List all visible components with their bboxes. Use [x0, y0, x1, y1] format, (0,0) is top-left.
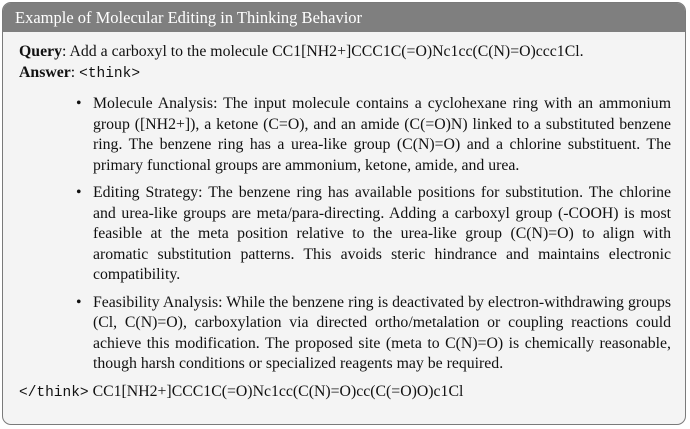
think-open-tag: <think>: [79, 65, 141, 82]
list-item: [76, 183, 671, 286]
list-item: [76, 293, 671, 375]
final-smiles: CC1[NH2+]CCC1C(=O)Nc1cc(C(N)=O)cc(C(=O)O)c1Cl: [88, 382, 464, 400]
answer-sep: :: [70, 63, 80, 81]
box-title: Example of Molecular Editing in Thinking Behavior: [3, 3, 685, 32]
think-close-tag: </think>: [19, 384, 89, 401]
list-item: [76, 94, 671, 176]
query-text: : Add a carboxyl to the molecule CC1[NH2+]CCC1C(=O)Nc1cc(C(N)=O)ccc1Cl.: [62, 43, 584, 60]
box-content: [3, 32, 685, 403]
answer-label: Answer: [19, 63, 71, 81]
list-item-text: Feasibility Analysis: While the benzene ring is deactivated by electron-withdrawing groups (Cl, C(N)=O), carboxylation via directed ortho/metalation or coupling reactions could achieve this modification. The proposed site (meta to C(N)=O) is chemically reasonable, though harsh conditions or specialized reagents may be required.: [93, 293, 671, 372]
final-answer-line: [19, 382, 671, 404]
bullet-icon: •: [76, 184, 82, 201]
list-item-text: Editing Strategy: The benzene ring has available positions for substitution. The chlorine and urea-like groups are meta/para-directing. Adding a carboxyl group (-COOH) is most feasible at the meta position relative to the urea-like group (C(N)=O) to align with aromatic substitution patterns. This avoids steric hindrance and maintains electronic compatibility.: [93, 184, 671, 283]
query-label: Query: [19, 43, 62, 60]
reasoning-list: [19, 94, 671, 375]
bullet-icon: •: [76, 95, 82, 112]
bullet-icon: •: [76, 293, 82, 311]
list-item-text: Molecule Analysis: The input molecule contains a cyclohexane ring with an ammonium group ([NH2+]), a ketone (C=O), and an amide (C(=O)N) linked to a substituted benzene ring. The benzene ring has a urea-like group (C(N)=O) and a chlorine substituent. The primary functional groups are ammonium, ketone, amide, and urea.: [93, 95, 671, 174]
example-box: [2, 2, 686, 425]
answer-line: [19, 63, 671, 85]
query-line: [19, 42, 671, 63]
